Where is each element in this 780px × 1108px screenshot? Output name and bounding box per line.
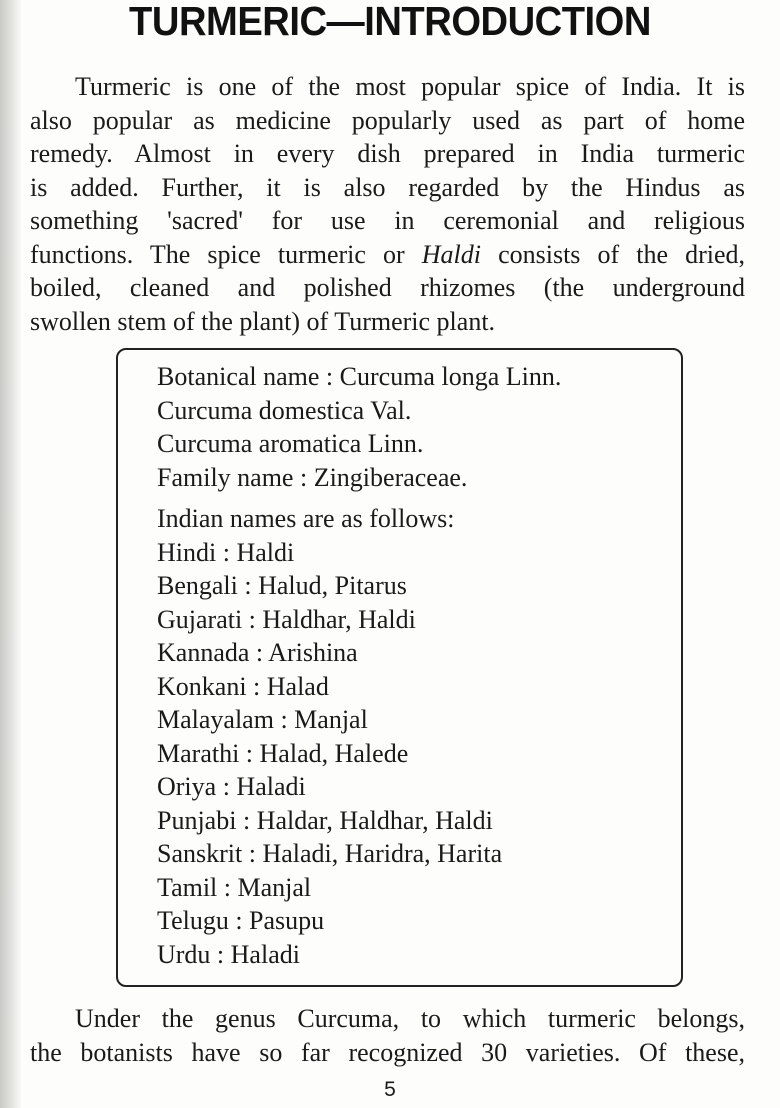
box-line: Urdu : Haladi bbox=[157, 939, 300, 969]
text-line: the botanists have so far recognized 30 varieties. Of these, bbox=[30, 1037, 745, 1067]
closing-paragraph bbox=[30, 1002, 745, 1069]
box-line: Gujarati : Haldhar, Haldi bbox=[157, 604, 416, 634]
names-box bbox=[116, 348, 683, 987]
box-line: Tamil : Manjal bbox=[157, 872, 312, 902]
text-line bbox=[30, 238, 745, 272]
text-line: Turmeric is one of the most popular spice of India. It is bbox=[75, 72, 745, 101]
page-gutter-shadow bbox=[0, 0, 22, 1108]
text-line: boiled, cleaned and polished rhizomes (the underground bbox=[30, 273, 745, 302]
box-line: Curcuma domestica Val. bbox=[157, 395, 412, 425]
text-line: remedy. Almost in every dish prepared in India turmeric bbox=[30, 139, 745, 168]
intro-paragraph bbox=[30, 70, 745, 338]
box-line: Hindi : Haldi bbox=[157, 537, 295, 567]
box-line: Marathi : Halad, Halede bbox=[157, 738, 409, 768]
text-segment: consists of the dried, bbox=[481, 239, 745, 269]
text-line: swollen stem of the plant) of Turmeric plant. bbox=[30, 306, 496, 336]
box-line: Bengali : Halud, Pitarus bbox=[157, 571, 407, 600]
box-line: Kannada : Arishina bbox=[157, 638, 358, 667]
box-line: Botanical name : Curcuma longa Linn. bbox=[157, 362, 562, 391]
italic-term: Haldi bbox=[421, 239, 481, 269]
text-line: also popular as medicine popularly used as part of home bbox=[30, 105, 745, 135]
text-segment: functions. The spice turmeric or bbox=[30, 239, 422, 269]
box-line: Family name : Zingiberaceae. bbox=[157, 462, 468, 492]
box-line: Curcuma aromatica Linn. bbox=[157, 429, 424, 458]
indian-names bbox=[157, 502, 502, 971]
box-line: Telugu : Pasupu bbox=[157, 906, 325, 935]
box-line: Sanskrit : Haladi, Haridra, Harita bbox=[157, 839, 503, 868]
page-title: TURMERIC—INTRODUCTION bbox=[129, 0, 651, 44]
box-line: Konkani : Halad bbox=[157, 671, 329, 701]
text-line: is added. Further, it is also regarded by the Hindus as bbox=[30, 172, 745, 202]
box-line: Malayalam : Manjal bbox=[157, 705, 368, 734]
text-line: Under the genus Curcuma, to which turmeric belongs, bbox=[75, 1004, 745, 1033]
text-line: something 'sacred' for use in ceremonial and religious bbox=[30, 206, 745, 235]
indian-names-heading: Indian names are as follows: bbox=[157, 504, 455, 533]
box-line: Punjabi : Haldar, Haldhar, Haldi bbox=[157, 805, 493, 835]
botanical-names bbox=[157, 360, 561, 494]
page-number: 5 bbox=[384, 1078, 396, 1101]
box-line: Oriya : Haladi bbox=[157, 772, 306, 801]
